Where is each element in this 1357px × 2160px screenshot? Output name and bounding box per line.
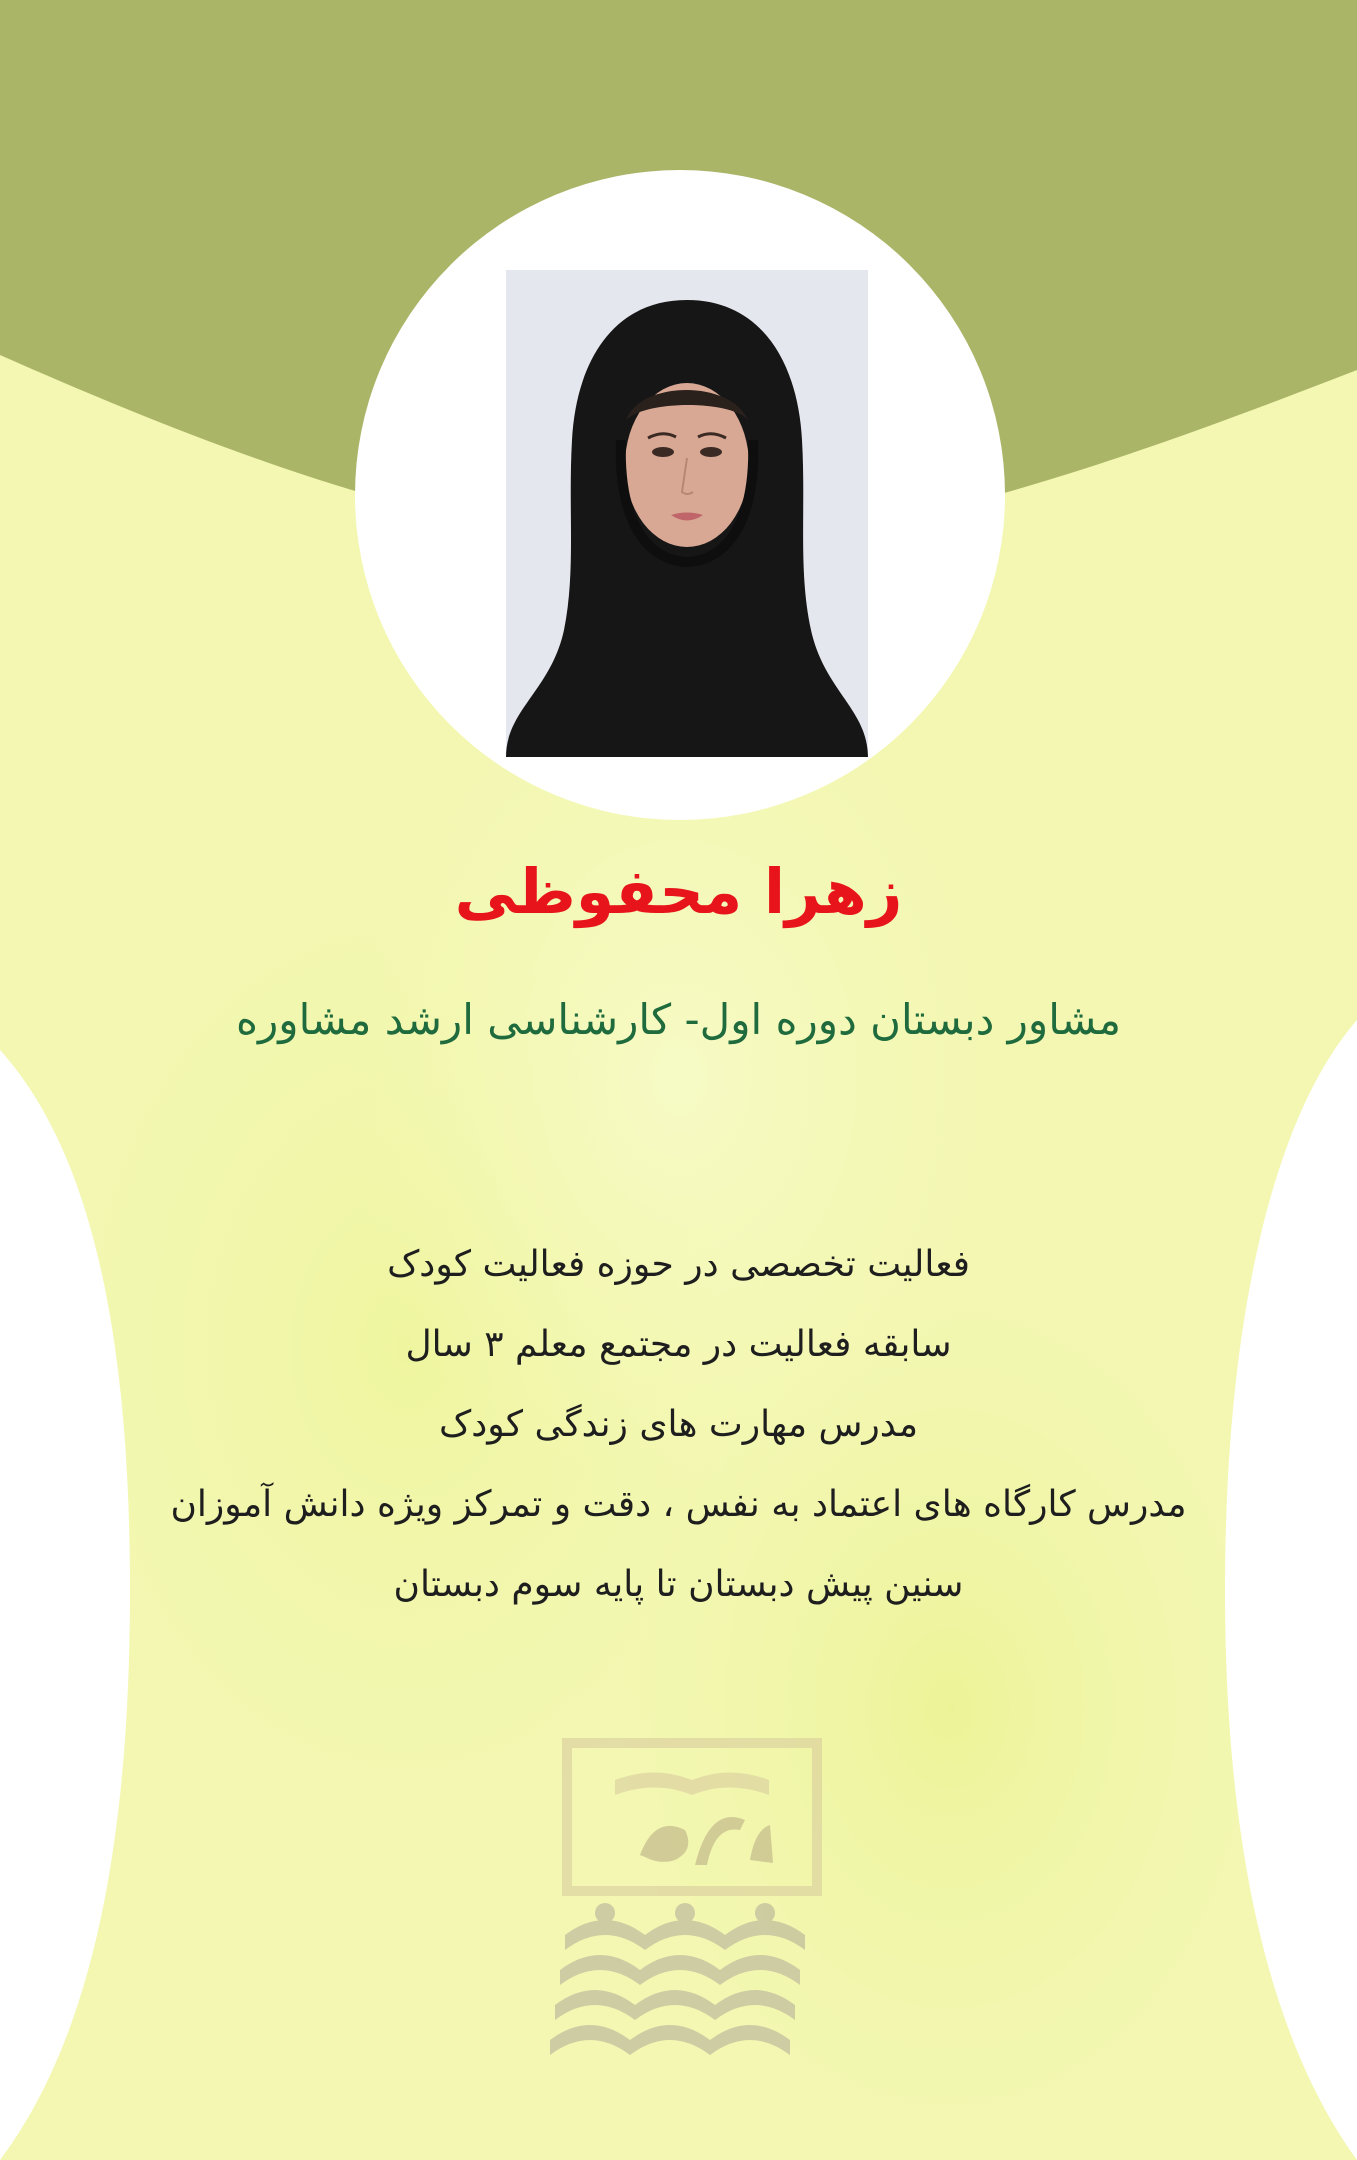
profile-photo	[506, 270, 868, 757]
detail-line: مدرس مهارت های زندگی کودک	[439, 1404, 918, 1445]
detail-line: مدرس کارگاه های اعتماد به نفس ، دقت و تمرکز ویژه دانش آموزان	[170, 1484, 1187, 1525]
person-name: زهرا محفوظی	[454, 855, 903, 928]
detail-line: سابقه فعالیت در مجتمع معلم ۳ سال	[405, 1324, 952, 1365]
person-title: مشاور دبستان دوره اول- کارشناسی ارشد مشاوره	[236, 995, 1121, 1044]
book-people-logo-icon	[545, 1735, 840, 2065]
detail-line: سنین پیش دبستان تا پایه سوم دبستان	[393, 1564, 964, 1605]
details-list	[100, 1225, 1257, 1625]
detail-line: فعالیت تخصصی در حوزه فعالیت کودک	[387, 1244, 970, 1285]
